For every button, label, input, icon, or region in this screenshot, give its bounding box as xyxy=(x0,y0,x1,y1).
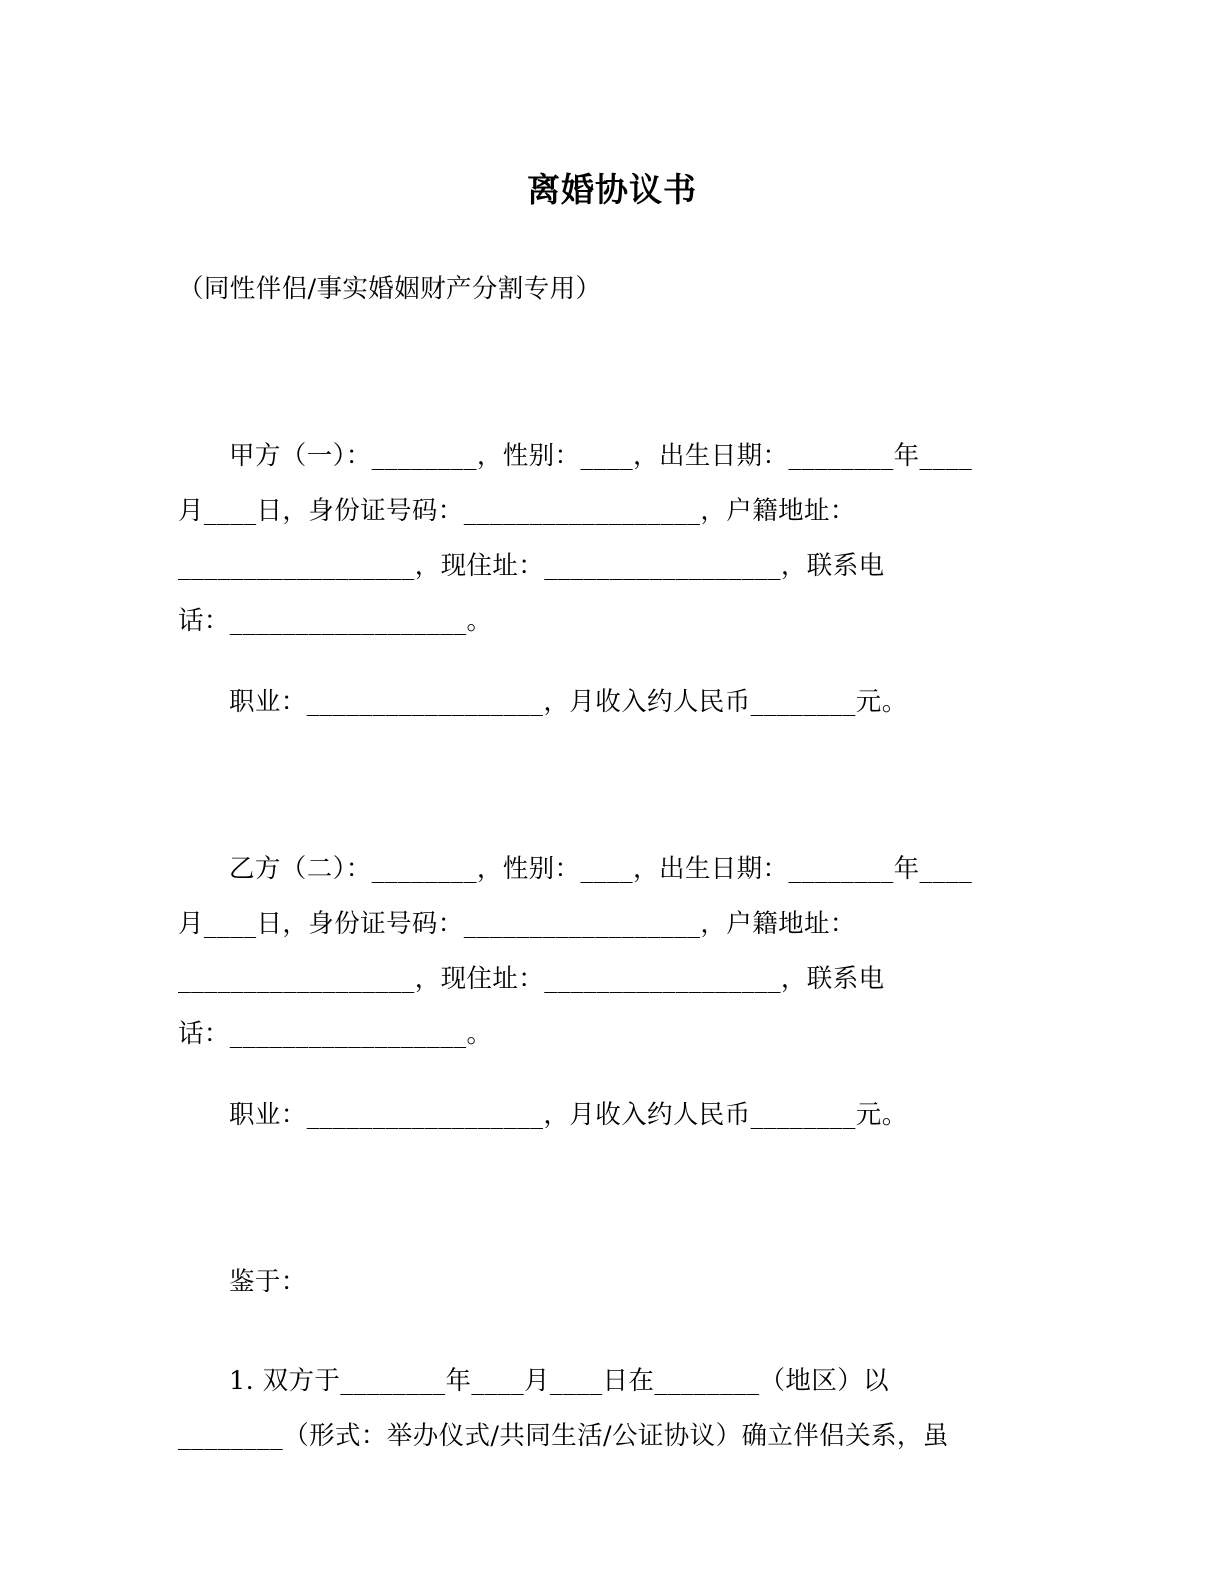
page-title: 离婚协议书 xyxy=(527,170,697,210)
party-b-line-3: __________________，现住址：__________________，联系电 xyxy=(178,964,885,994)
document-body xyxy=(178,262,1046,1464)
party-a-line-3: __________________，现住址：__________________，联系电 xyxy=(178,551,885,581)
party-a-occupation-line: 职业：__________________，月收入约人民币________元。 xyxy=(229,687,908,717)
spacer xyxy=(178,1062,1046,1088)
spacer xyxy=(178,1143,1046,1255)
party-a-line-4: 话：__________________。 xyxy=(178,606,493,636)
party-b-line-4: 话：__________________。 xyxy=(178,1019,493,1049)
spacer xyxy=(178,649,1046,675)
document-subtitle: （同性伴侣/事实婚姻财产分割专用） xyxy=(178,274,602,304)
whereas-item-1-line-1: 1. 双方于________年____月____日在________（地区）以 xyxy=(229,1366,890,1396)
party-b-line-2: 月____日，身份证号码：__________________，户籍地址： xyxy=(178,909,856,939)
spacer xyxy=(178,1310,1046,1354)
spacer xyxy=(178,317,1046,429)
party-a-line-1: 甲方（一）：________，性别：____，出生日期：________年____ xyxy=(229,441,973,471)
party-a-line-2: 月____日，身份证号码：__________________，户籍地址： xyxy=(178,496,856,526)
party-b-line-1: 乙方（二）：________，性别：____，出生日期：________年____ xyxy=(229,854,973,884)
whereas-item-1-line-2: ________（形式：举办仪式/共同生活/公证协议）确立伴侣关系，虽 xyxy=(178,1421,949,1451)
whereas-heading: 鉴于： xyxy=(229,1267,307,1297)
spacer xyxy=(178,730,1046,842)
party-b-occupation-line: 职业：__________________，月收入约人民币________元。 xyxy=(229,1100,908,1130)
